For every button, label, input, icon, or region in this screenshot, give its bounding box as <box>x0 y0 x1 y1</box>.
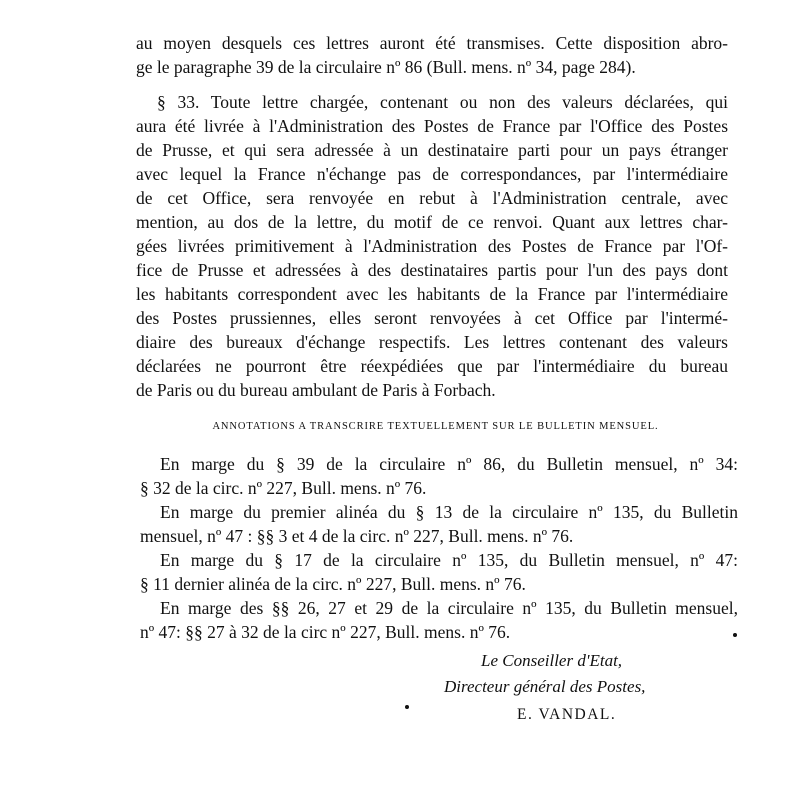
ink-speck <box>733 633 737 637</box>
annotation-line-5: En marge du § 17 de la circulaire nº 135, du Bulletin mensuel, nº 47: <box>160 550 738 570</box>
paragraph-2-line-12: déclarées ne pourront être réexpédiées que par l'intermédiaire du bureau <box>136 356 728 376</box>
paragraph-2-line-4: avec lequel la France n'échange pas de correspondances, par l'intermédiaire <box>136 164 728 184</box>
annotation-line-3: En marge du premier alinéa du § 13 de la circulaire nº 135, du Bulletin <box>160 502 738 522</box>
paragraph-2-line-13: de Paris ou du bureau ambulant de Paris à Forbach. <box>136 380 496 400</box>
ink-speck <box>405 705 409 709</box>
paragraph-2-line-9: les habitants correspondent avec les habitants de la France par l'intermédiaire <box>136 284 728 304</box>
annotation-line-2: § 32 de la circ. nº 227, Bull. mens. nº 76. <box>140 478 427 498</box>
paragraph-2-line-11: diaire des bureaux d'échange respectifs. Les lettres contenant des valeurs <box>136 332 728 352</box>
annotation-line-7: En marge des §§ 26, 27 et 29 de la circulaire nº 135, du Bulletin mensuel, <box>160 598 738 618</box>
annotation-line-1: En marge du § 39 de la circulaire nº 86, du Bulletin mensuel, nº 34: <box>160 454 738 474</box>
paragraph-1-line-1: au moyen desquels ces lettres auront été transmises. Cette disposition abro- <box>136 33 728 53</box>
annotations-heading: ANNOTATIONS A TRANSCRIRE TEXTUELLEMENT SUR LE BULLETIN MENSUEL. <box>212 421 659 432</box>
signature-title-1: Le Conseiller d'Etat, <box>481 651 623 670</box>
paragraph-2-line-8: fice de Prusse et adressées à des destinataires partis pour l'un des pays dont <box>136 260 728 280</box>
paragraph-2-line-7: gées livrées primitivement à l'Administration des Postes de France par l'Of- <box>136 236 728 256</box>
annotation-line-8: nº 47: §§ 27 à 32 de la circ nº 227, Bull. mens. nº 76. <box>140 622 511 642</box>
paragraph-2-line-6: mention, au dos de la lettre, du motif de ce renvoi. Quant aux lettres char- <box>136 212 728 232</box>
signature-title-2: Directeur général des Postes, <box>444 677 646 696</box>
signature-name: E. VANDAL. <box>517 706 617 723</box>
paragraph-2-line-3: de Prusse, et qui sera adressée à un destinataire parti pour un pays étranger <box>136 140 728 160</box>
paragraph-2-line-1: § 33. Toute lettre chargée, contenant ou non des valeurs déclarées, qui <box>157 92 728 112</box>
annotation-line-4: mensuel, nº 47 : §§ 3 et 4 de la circ. nº 227, Bull. mens. nº 76. <box>140 526 574 546</box>
paragraph-2-line-10: des Postes prussiennes, elles seront renvoyées à cet Office par l'intermé- <box>136 308 728 328</box>
paragraph-1-line-2: ge le paragraphe 39 de la circulaire nº 86 (Bull. mens. nº 34, page 284). <box>136 57 636 77</box>
paragraph-2-line-5: de cet Office, sera renvoyée en rebut à l'Administration centrale, avec <box>136 188 728 208</box>
annotation-line-6: § 11 dernier alinéa de la circ. nº 227, Bull. mens. nº 76. <box>140 574 526 594</box>
paragraph-2-line-2: aura été livrée à l'Administration des Postes de France par l'Office des Postes <box>136 116 728 136</box>
